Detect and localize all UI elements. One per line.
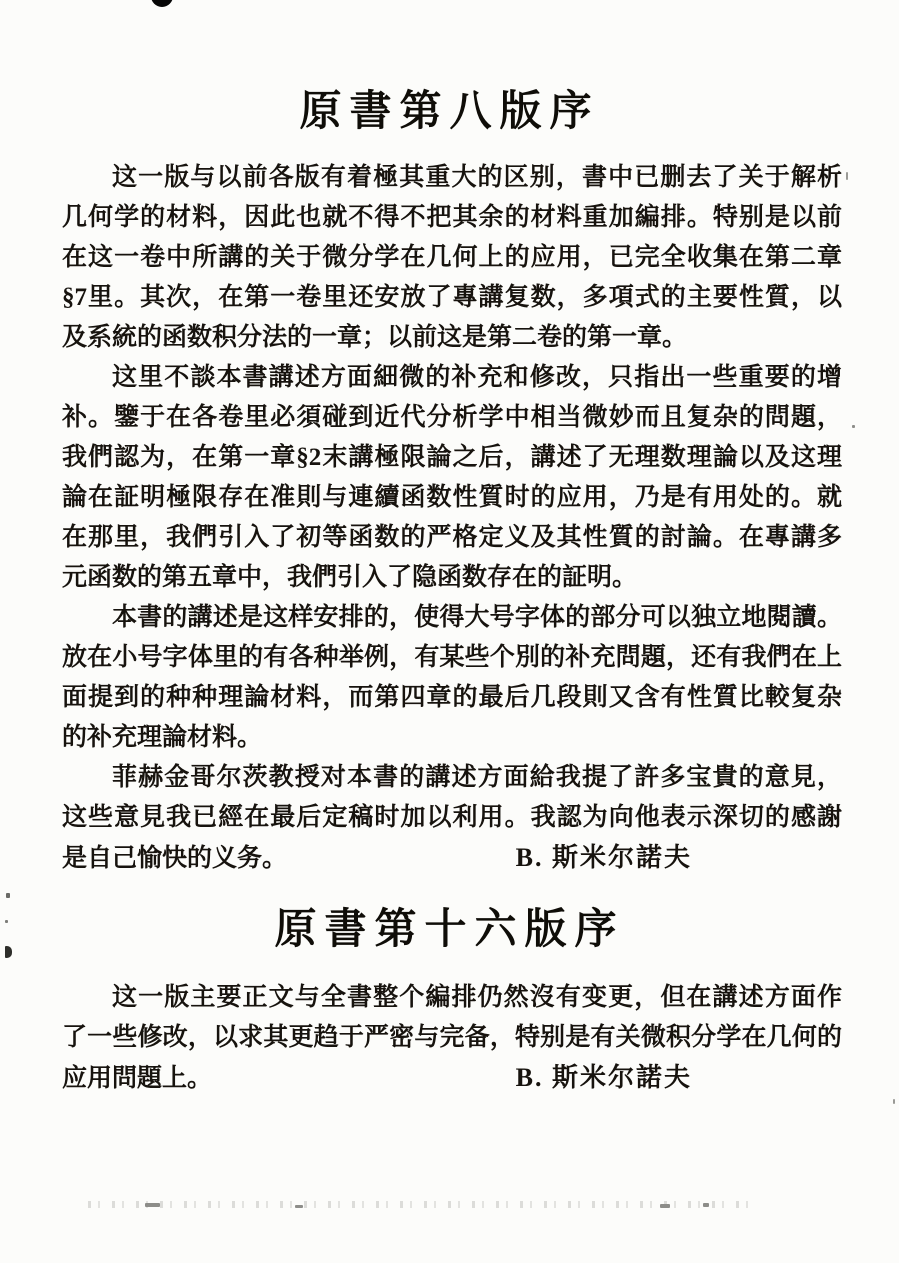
- ink-blot: [151, 0, 173, 7]
- ghost-text-showthrough: [295, 1205, 303, 1208]
- text-line: 这一版与以前各版有着極其重大的区别，書中已删去了关于解析: [112, 164, 842, 191]
- paragraph: [62, 358, 842, 598]
- text-line: 补。鑒于在各卷里必須碰到近代分析学中相当微妙而且复杂的問題，: [62, 404, 842, 431]
- author-signature: B. 斯米尔諾夫: [515, 843, 692, 872]
- text-line: 这里不談本書講述方面細微的补充和修改，只指出一些重要的增: [112, 364, 842, 391]
- text-line: 这一版主要正文与全書整个編排仍然沒有变更，但在講述方面作: [112, 984, 842, 1011]
- text-line: 論在証明極限存在准則与連續函数性質时的应用，乃是有用处的。就: [62, 484, 842, 511]
- text-line: 元函数的第五章中，我們引入了隐函数存在的証明。: [62, 564, 638, 591]
- paragraph: [62, 598, 842, 758]
- text-line: 我們認为，在第一章§2末講極限論之后，講述了无理数理論以及这理: [62, 444, 842, 471]
- text-line: 的补充理論材料。: [62, 724, 263, 751]
- text-line-fragment: 是自己愉快的义务。: [62, 845, 288, 872]
- preface-8-title: 原書第八版序: [299, 89, 600, 135]
- ghost-text-showthrough: [145, 1203, 160, 1207]
- text-line: 放在小号字体里的有各种举例，有某些个別的补充問題，还有我們在上: [62, 644, 842, 671]
- preface-8-body: [62, 158, 842, 878]
- text-line: 这些意見我已經在最后定稿时加以利用。我認为向他表示深切的感謝: [62, 804, 842, 831]
- paragraph: [62, 978, 842, 1098]
- ghost-text-showthrough: [660, 1204, 670, 1208]
- text-line: 本書的講述是这样安排的，使得大号字体的部分可以独立地閱讀。: [112, 604, 842, 631]
- text-line: 在这一卷中所講的关于微分学在几何上的应用，已完全收集在第二章: [62, 244, 842, 271]
- scan-speck: [846, 172, 848, 180]
- text-line: [62, 838, 842, 878]
- text-line: 几何学的材料，因此也就不得不把其余的材料重加編排。特别是以前: [62, 204, 842, 231]
- text-line: 菲赫金哥尔茨教授对本書的講述方面給我提了許多宝貴的意見，: [112, 764, 842, 791]
- author-signature: B. 斯米尔諾夫: [515, 1063, 692, 1092]
- scan-speck: [893, 1099, 895, 1104]
- text-line: 及系統的函数积分法的一章；以前这是第二卷的第一章。: [62, 324, 688, 351]
- text-line: 了一些修改，以求其更趋于严密与完备，特别是有关微积分学在几何的: [62, 1024, 842, 1051]
- scan-speck: [852, 425, 855, 428]
- text-line: [62, 1058, 842, 1098]
- preface-16-title: 原書第十六版序: [274, 907, 625, 953]
- preface-16-body: [62, 978, 842, 1098]
- text-line: 在那里，我們引入了初等函数的严格定义及其性質的討論。在專講多: [62, 524, 842, 551]
- ghost-text-showthrough: [703, 1203, 709, 1207]
- text-line: 面提到的种种理論材料，而第四章的最后几段則又含有性質比較复杂: [62, 684, 842, 711]
- text-line: §7里。其次，在第一卷里还安放了專講复数，多項式的主要性質，以: [62, 284, 842, 311]
- paragraph: [62, 158, 842, 358]
- paragraph: [62, 758, 842, 878]
- text-line-fragment: 应用問題上。: [62, 1065, 213, 1092]
